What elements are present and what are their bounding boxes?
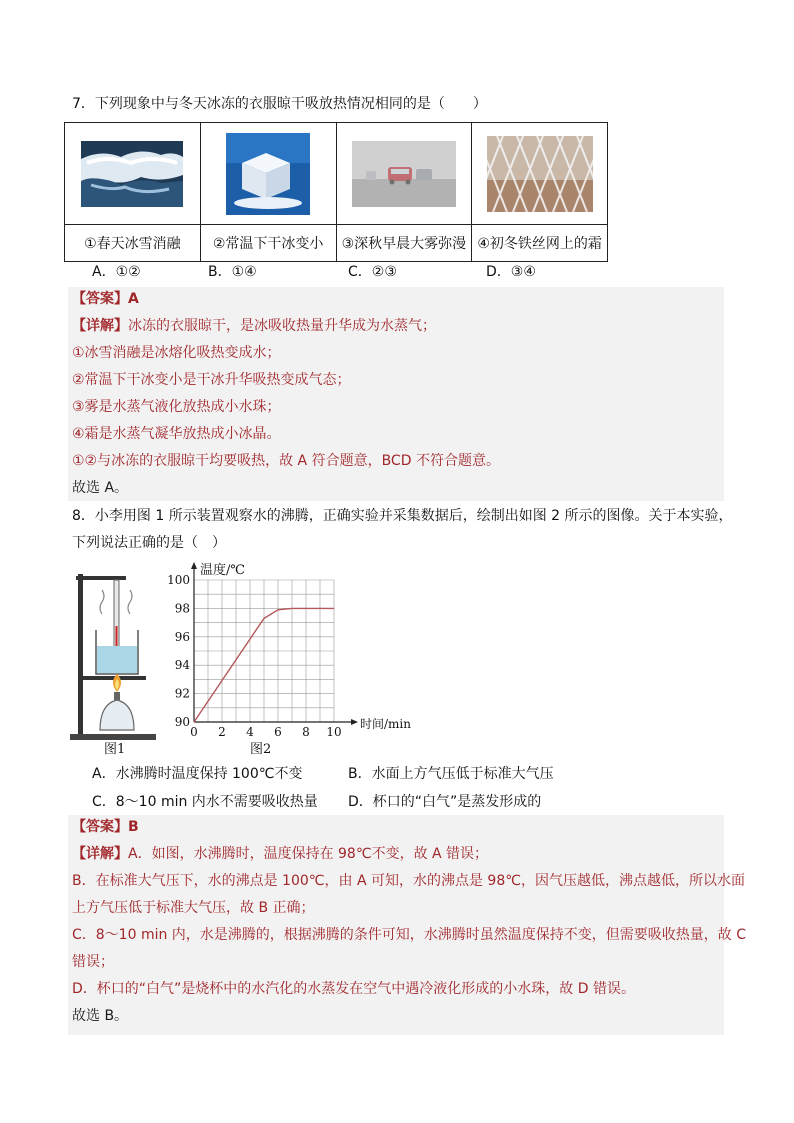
q7-detail-line-1 (72, 316, 436, 336)
y-axis-arrow (191, 562, 197, 569)
fig1-caption: 图1 (104, 742, 126, 757)
q8-detail-line-4: C．8～10 min 内，水是沸腾的，根据沸腾的条件可知，水沸腾时虽然温度保持不变，但需要吸收热量，故 C (72, 927, 747, 943)
q8-detail-text-1: A．如图，水沸腾时，温度保持在 98℃不变，故 A 错误； (128, 846, 489, 862)
q7-option-a[interactable]: A．①② (92, 264, 141, 280)
q8-answer-line (72, 817, 139, 837)
steam-2 (128, 590, 132, 614)
frost-wire-fence-picture (487, 136, 593, 212)
x-tick-label: 0 (190, 725, 198, 739)
q7-caption-2: ②常温下干冰变小 (200, 225, 336, 262)
steam-1 (100, 590, 104, 614)
chart-y-axis-label: 温度/℃ (200, 563, 245, 578)
q8-detail-line-3: 上方气压低于标准大气压，故 B 正确； (72, 900, 315, 916)
q8-answer-value: B (128, 819, 139, 835)
q7-option-c[interactable]: C．②③ (348, 264, 397, 280)
q8-detail-line-1 (72, 844, 488, 864)
q8-detail-label: 【详解】 (72, 846, 128, 862)
ring-support (78, 676, 146, 680)
q7-option-d[interactable]: D．③④ (486, 264, 536, 280)
q7-answer-block (68, 287, 724, 501)
boiling-apparatus-figure (68, 566, 158, 742)
q8-option-a[interactable]: A．水沸腾时温度保持 100℃不变 (92, 766, 303, 782)
y-tick-label: 98 (174, 601, 190, 616)
y-tick-label: 92 (174, 686, 190, 701)
temperature-time-chart (166, 558, 426, 740)
ice-snow-melting-picture (81, 141, 183, 207)
q8-answer-label: 【答案】 (72, 819, 128, 835)
q7-option-b[interactable]: B．①④ (208, 264, 257, 280)
q8-option-d[interactable]: D．杯口的“白气”是蒸发形成的 (348, 794, 542, 810)
y-tick-label: 94 (174, 658, 190, 673)
q7-caption-1: ①春天冰雪消融 (65, 225, 201, 262)
y-tick-label: 96 (174, 629, 190, 644)
q8-conclusion: 故选 B。 (72, 1008, 129, 1024)
q7-answer-value: A (128, 291, 139, 307)
q8-option-c[interactable]: C．8～10 min 内水不需要吸收热量 (92, 794, 318, 810)
x-tick-label: 2 (218, 725, 226, 739)
q8-detail-line-2: B．在标准大气压下，水的沸点是 100℃，由 A 可知，水的沸点是 98℃，因气压越低，沸点越低，所以水面 (72, 873, 745, 889)
beaker-water (97, 646, 137, 673)
y-tick-label: 100 (167, 573, 190, 587)
q8-answer-block (68, 815, 747, 1035)
stand-rod (78, 574, 83, 738)
q7-detail-line-2: ①冰雪消融是冰熔化吸热变成水； (72, 345, 281, 361)
q7-image-table (64, 122, 608, 262)
q7-image-cell-4 (472, 123, 608, 225)
chart-ticks (167, 573, 342, 739)
q7-image-cell-3 (336, 123, 472, 225)
x-tick-label: 8 (302, 725, 310, 739)
q7-caption-3: ③深秋早晨大雾弥漫 (336, 225, 472, 262)
fig2-caption: 图2 (250, 742, 272, 757)
x-tick-label: 4 (246, 725, 254, 739)
chart-axes (191, 562, 358, 725)
q7-detail-line-4: ③雾是水蒸气液化放热成小水珠； (72, 399, 281, 415)
q8-option-b[interactable]: B．水面上方气压低于标准大气压 (348, 766, 554, 782)
q7-detail-label: 【详解】 (72, 318, 128, 334)
chart-grid (194, 580, 334, 722)
q8-stem-line-1: 8．小李用图 1 所示装置观察水的沸腾，正确实验并采集数据后，绘制出如图 2 所示的图像。关于本实验， (72, 508, 733, 524)
q7-answer-label: 【答案】 (72, 291, 128, 307)
x-tick-label: 6 (274, 725, 282, 739)
q8-detail-line-5: 错误； (72, 954, 114, 970)
alcohol-lamp (100, 700, 134, 730)
clamp-arm (76, 576, 126, 580)
q7-caption-4: ④初冬铁丝网上的霜 (472, 225, 608, 262)
chart-x-axis-label: 时间/min (360, 717, 411, 731)
y-tick-label: 90 (174, 715, 190, 729)
q7-detail-line-6: ①②与冰冻的衣服晾干均要吸热，故 A 符合题意，BCD 不符合题意。 (72, 453, 500, 469)
q7-detail-line-3: ②常温下干冰变小是干冰升华吸热变成气态； (72, 372, 351, 388)
q7-stem: 7．下列现象中与冬天冰冻的衣服晾干吸放热情况相同的是（ ） (72, 96, 487, 112)
q7-detail-line-5: ④霜是水蒸气凝华放热成小冰晶。 (72, 426, 281, 442)
q8-detail-line-6: D．杯口的“白气”是烧杯中的水汽化的水蒸发在空气中遇冷液化形成的小水珠，故 D 错误。 (72, 981, 635, 997)
q7-image-cell-1 (65, 123, 201, 225)
q8-stem-line-2: 下列说法正确的是（ ） (72, 535, 226, 551)
q7-detail-text-1: 冰冻的衣服晾干，是冰吸收热量升华成为水蒸气； (128, 318, 436, 334)
x-tick-label: 10 (326, 725, 342, 739)
q7-image-cell-2 (200, 123, 336, 225)
foggy-morning-picture (352, 141, 456, 207)
q7-conclusion: 故选 A。 (72, 480, 129, 496)
x-axis-arrow (351, 719, 358, 725)
dry-ice-picture (226, 133, 310, 215)
q7-answer-line (72, 289, 139, 309)
